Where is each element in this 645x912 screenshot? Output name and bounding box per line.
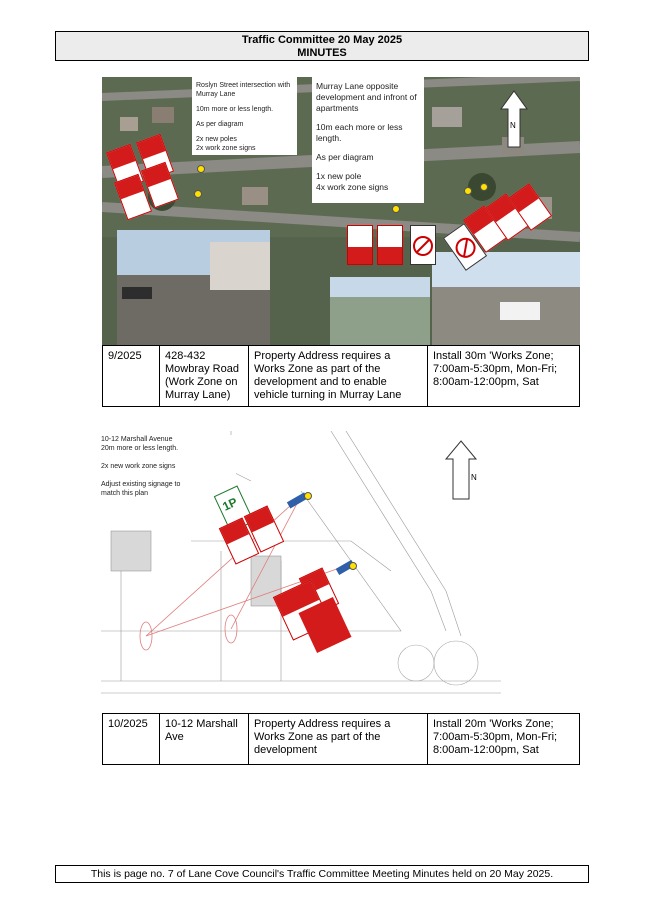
- item-location: 428-432 Mowbray Road (Work Zone on Murray Lane): [160, 346, 249, 407]
- note-line: 10m more or less length.: [196, 106, 274, 113]
- sign-pole-marker: [304, 492, 312, 500]
- note-line: As per diagram: [196, 121, 244, 128]
- note-marshall-ave: [101, 435, 236, 498]
- agenda-table-row-10: [102, 713, 580, 765]
- page-footer: This is page no. 7 of Lane Cove Council's Traffic Committee Meeting Minutes held on 20 May 2025.: [55, 865, 589, 883]
- note-line: 20m more or less length.: [101, 445, 179, 452]
- parking-1p-sign-icon: 1P: [214, 485, 254, 532]
- item-location: 10-12 Marshall Ave: [160, 714, 249, 765]
- note-line: 2x new work zone signs: [101, 463, 176, 470]
- note-murray-lane: [312, 77, 424, 203]
- north-arrow-icon: [499, 89, 529, 149]
- note-line: Murray Lane opposite: [316, 81, 399, 91]
- site-plan-marshall-ave: [101, 431, 501, 699]
- item-issue: Property Address requires a Works Zone as part of the development: [249, 714, 428, 765]
- note-line: 4x work zone signs: [316, 182, 389, 192]
- note-line: development and infront of: [316, 92, 417, 102]
- item-issue: Property Address requires a Works Zone as part of the development and to enable vehicle turning in Murray Lane: [249, 346, 428, 407]
- note-line: 2x work zone signs: [196, 145, 256, 152]
- works-zone-sign-icon: [347, 225, 373, 265]
- note-line: Murray Lane: [196, 91, 236, 98]
- agenda-table-row-9: [102, 345, 580, 407]
- works-zone-sign-icon: [377, 225, 403, 265]
- page-header: [55, 31, 589, 61]
- note-line: 10-12 Marshall Avenue: [101, 436, 173, 443]
- item-action: Install 20m 'Works Zone; 7:00am-5:30pm, Mon-Fri; 8:00am-12:00pm, Sat: [428, 714, 580, 765]
- sign-pole-marker: [197, 165, 205, 173]
- item-number: 9/2025: [103, 346, 160, 407]
- north-label: N: [471, 473, 477, 482]
- note-line: match this plan: [101, 490, 149, 497]
- note-line: 2x new poles: [196, 136, 237, 143]
- north-label: N: [510, 121, 516, 130]
- sign-pole-marker: [392, 205, 400, 213]
- table-row: [103, 346, 580, 407]
- item-number: 10/2025: [103, 714, 160, 765]
- note-line: Adjust existing signage to: [101, 481, 181, 488]
- note-line: length.: [316, 133, 342, 143]
- header-subtitle: MINUTES: [297, 47, 347, 59]
- note-line: 1x new pole: [316, 171, 362, 181]
- sign-pole-marker: [480, 183, 488, 191]
- sign-pole-marker: [194, 190, 202, 198]
- note-line: apartments: [316, 103, 359, 113]
- sign-pole-marker: [464, 187, 472, 195]
- note-line: 10m each more or less: [316, 122, 403, 132]
- note-line: Roslyn Street intersection with: [196, 82, 291, 89]
- header-title: Traffic Committee 20 May 2025: [241, 34, 403, 46]
- no-parking-sign-icon: [410, 225, 436, 265]
- note-roslyn-street: [192, 77, 297, 155]
- note-line: As per diagram: [316, 152, 374, 162]
- item-action: Install 30m 'Works Zone; 7:00am-5:30pm, Mon-Fri; 8:00am-12:00pm, Sat: [428, 346, 580, 407]
- aerial-map-murray-lane: [102, 77, 580, 345]
- sign-pole-marker: [349, 562, 357, 570]
- table-row: [103, 714, 580, 765]
